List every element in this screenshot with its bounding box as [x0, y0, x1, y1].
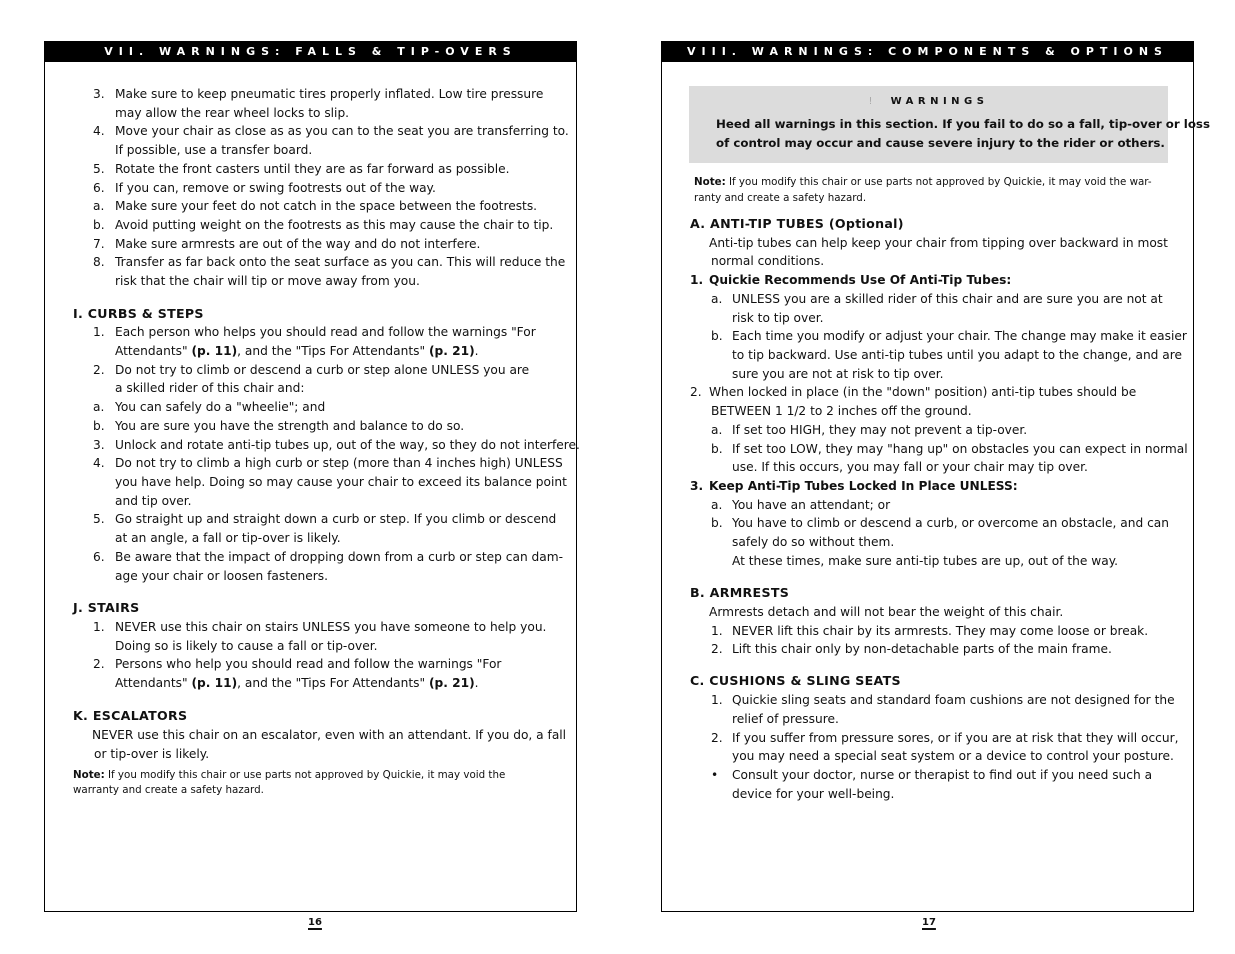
page-reference: (p. 11) [191, 344, 238, 358]
paragraph-line: or tip-over is likely. [94, 747, 210, 761]
warning-icon: ! [868, 96, 873, 107]
bullet: • [711, 768, 719, 782]
note-label: Note: [73, 769, 105, 781]
section-heading: K. ESCALATORS [73, 708, 188, 723]
page-reference: (p. 21) [428, 676, 475, 690]
section-heading: B. ARMRESTS [690, 585, 790, 600]
note-text: ranty and create a safety hazard. [694, 192, 867, 204]
paragraph-line: normal conditions. [711, 254, 825, 268]
note-text: warranty and create a safety hazard. [73, 784, 264, 796]
page-number: 16 [308, 917, 322, 928]
paragraph-line: NEVER use this chair on an escalator, even with an attendant. If you do, a fall [92, 728, 567, 742]
page-16: VII. WARNINGS: FALLS & TIP-OVERS 3. Make sure to keep pneumatic tires properly inflated. Low tire pressure may allow the rear wheel locks to slip. 4. Move your chair as close as as you can to the seat you are transferring to. If possible, use a transfer board. 5. Rotate the front casters until they are as far forward as possible. 6. If you can, remove or swing footrests out of the way. a. Make sure your feet do not catch in the space between the footrests. b. Avoid putting weight on the footrests as this may cause the chair to tip. 7. Make sure armrests are out of the way and do not interfere. 8. Transfer as far back onto the seat surface as you can. This will reduce the risk that the chair will tip or move away from you. I. CURBS & STEPS 1. Each person who helps you should read and follow the warnings "For Attendants" (p. 11), and the "Tips For Attendants" (p. 21). 2. Do not try to climb or descend a curb or step alone UNLESS you are a skilled rider of this chair and: a. You can safely do a "wheelie"; and b. You are sure you have the strength and balance to do so. 3. Unlock and rotate anti-tip tubes up, out of the way, so they do not interfere. 4. Do not try to climb a high curb or step (more than 4 inches high) UNLESS you have help. Doing so may cause your chair to exceed its balance point and tip over. 5. Go straight up and straight down a curb or step. If you climb or descend at an angle, a fall or tip-over is likely. 6. Be aware that the impact of dropping down from a curb or step can dam- age your chair or loosen fasteners. J. STAIRS 1. NEVER use this chair on stairs UNLESS you have someone to help you. Doing so is likely to cause a fall or tip-over. 2. Persons who help you should read and follow the warnings "For Attendants" (p. 11), and the "Tips For Attendants" (p. 21). K. ESCALATORS NEVER use this chair on an escalator, even with an attendant. If you do, a fall or tip-over is likely. Note: If you modify this chair or use parts not approved by Quickie, it may void the warranty and create a safety hazard. [44, 41, 577, 912]
note-label: Note: [694, 176, 726, 188]
page-17: VIII. WARNINGS: COMPONENTS & OPTIONS ! WARNINGS Heed all warnings in this section. If you fail to do so a fall, tip-over or loss of control may occur and cause severe injury to the rider or others. Note: If you modify this chair or use parts not approved by Quickie, it may void the war- ranty and create a safety hazard. A. ANTI-TIP TUBES (Optional) Anti-tip tubes can help keep your chair from tipping over backward in most normal conditions. 1. Quickie Recommends Use Of Anti-Tip Tubes: a. UNLESS you are a skilled rider of this chair and are sure you are not at risk to tip over. b. Each time you modify or adjust your chair. The change may make it easier to tip backward. Use anti-tip tubes until you adapt to the change, and are sure you are not at risk to tip over. 2. When locked in place (in the "down" position) anti-tip tubes should be BETWEEN 1 1/2 to 2 inches off the ground. a. If set too HIGH, they may not prevent a tip-over. b. If set too LOW, they may "hang up" on obstacles you can expect in normal use. If this occurs, you may fall or your chair may tip over. 3. Keep Anti-Tip Tubes Locked In Place UNLESS: a. You have an attendant; or b. You have to climb or descend a curb, or overcome an obstacle, and can safely do so without them. At these times, make sure anti-tip tubes are up, out of the way. B. ARMRESTS Armrests detach and will not bear the weight of this chair. 1. NEVER lift this chair by its armrests. They may come loose or break. 2. Lift this chair only by non-detachable parts of the main frame. C. CUSHIONS & SLING SEATS 1. Quickie sling seats and standard foam cushions are not designed for the relief of pressure. 2. If you suffer from pressure sores, or if you are at risk that they will occur, you may need a special seat system or a device to control your posture. • Consult your doctor, nurse or therapist to find out if you need such a device for your well-being. [661, 41, 1194, 912]
section-banner: VIII. WARNINGS: COMPONENTS & OPTIONS [662, 42, 1193, 62]
page-number: 17 [922, 917, 936, 928]
warnings-title: ! WARNINGS [689, 93, 1168, 112]
warnings-text: Heed all warnings in this section. If you fail to do so a fall, tip-over or loss of control may occur and cause severe injury to the rider or others. [716, 117, 1210, 150]
section-heading: I. CURBS & STEPS [73, 306, 204, 321]
page-reference: (p. 21) [428, 344, 475, 358]
list-item: BETWEEN 1 1/2 to 2 inches off the ground. [711, 404, 972, 418]
paragraph-line: Armrests detach and will not bear the weight of this chair. [709, 605, 1064, 619]
list-item: Attendants" (p. 11), and the "Tips For Attendants" (p. 21). [115, 676, 479, 690]
section-banner: VII. WARNINGS: FALLS & TIP-OVERS [45, 42, 576, 62]
list-item: Attendants" (p. 11), and the "Tips For Attendants" (p. 21). [115, 344, 479, 358]
warnings-box [689, 86, 1210, 163]
section-heading: C. CUSHIONS & SLING SEATS [690, 673, 901, 688]
page-reference: (p. 11) [191, 676, 238, 690]
paragraph-line: Anti-tip tubes can help keep your chair from tipping over backward in most [709, 236, 1168, 250]
section-heading: A. ANTI-TIP TUBES (Optional) [690, 216, 904, 231]
section-heading: J. STAIRS [73, 600, 140, 615]
